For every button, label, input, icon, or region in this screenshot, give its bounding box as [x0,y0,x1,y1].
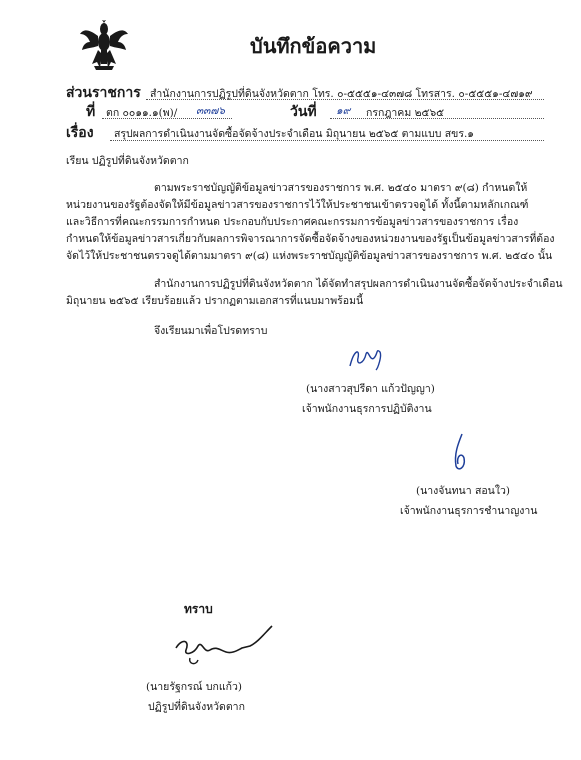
para1-line: หน่วยงานของรัฐต้องจัดให้มีข้อมูลข่าวสารของราชการไว้ให้ประชาชนเข้าตรวจดูได้ ทั้งนี้ตามหลักเกณฑ์ [66,199,529,211]
para1-line: ตามพระราชบัญญัติข้อมูลข่าวสารของราชการ พ.ศ. ๒๕๔๐ มาตรา ๙(๘) กำหนดให้ [154,182,528,194]
agency-dotted-line [146,99,544,100]
date-label: วันที่ [290,104,317,120]
para2-line: สำนักงานการปฏิรูปที่ดินจังหวัดตาก ได้จัดทำสรุปผลการดำเนินงานจัดซื้อจัดจ้างประจำเดือน [154,278,563,290]
subject-dotted-line [110,140,544,141]
date-month-year: กรกฎาคม ๒๕๖๕ [366,107,445,119]
ref-handwritten-number: ๓๓๗๖ [196,105,225,117]
signature-2-icon [446,432,472,474]
subject-label: เรื่อง [66,125,94,141]
signer-3-name: (นายรัฐกรณ์ บกแก้ว) [146,681,242,693]
date-day-handwritten: ๑๙ [336,105,351,117]
agency-label: ส่วนราชการ [66,85,141,101]
signer-1-title: เจ้าพนักงานธุรการปฏิบัติงาน [302,403,432,415]
salutation: เรียน ปฏิรูปที่ดินจังหวัดตาก [66,155,189,167]
para1-line: กำหนดให้ข้อมูลข่าวสารเกี่ยวกับผลการพิจารณาการจัดซื้อจัดจ้างของหน่วยงานของรัฐเป็นข้อมูลข่าวสารที่ต้อง [66,233,555,245]
para1-line: จัดไว้ให้ประชาชนตรวจดูได้ตามมาตรา ๙(๘) แห่งพระราชบัญญัติข้อมูลข่าวสารของราชการ พ.ศ. ๒๕๔๐ นั้น [66,250,553,262]
body-paragraph-2 [66,276,563,310]
para1-line: และวิธีการที่คณะกรรมการกำหนด ประกอบกับประกาศคณะกรรมการข้อมูลข่าวสารของราชการ เรื่อง [66,216,519,228]
para2-line: มิถุนายน ๒๕๖๕ เรียบร้อยแล้ว ปรากฏตามเอกสารที่แนบมาพร้อมนี้ [66,295,364,307]
ref-value: ตก ๐๐๑๑.๑(พ)/ [106,107,178,119]
acknowledge-label: ทราบ [184,602,213,616]
signer-1-name: (นางสาวสุปรีดา แก้วปัญญา) [306,383,435,395]
signature-3-icon [168,620,280,672]
agency-value: สำนักงานการปฏิรูปที่ดินจังหวัดตาก โทร. ๐-๕๕๕๑-๔๓๗๘ โทรสาร. ๐-๕๕๕๑-๔๗๑๙ [150,88,533,100]
subject-value: สรุปผลการดำเนินงานจัดซื้อจัดจ้างประจำเดือน มิถุนายน ๒๕๖๕ ตามแบบ สขร.๑ [114,128,474,140]
signature-1-icon [346,344,386,374]
ref-label: ที่ [86,104,96,120]
date-dotted-line [330,118,544,119]
signer-3-title: ปฏิรูปที่ดินจังหวัดตาก [148,701,245,713]
ref-dotted-line [102,118,232,119]
closing-line: จึงเรียนมาเพื่อโปรดทราบ [154,325,268,337]
signer-2-title: เจ้าพนักงานธุรการชำนาญงาน [400,505,538,517]
body-paragraph-1 [66,180,555,265]
memo-title: บันทึกข้อความ [250,34,377,58]
signer-2-name: (นางจันทนา สอนใว) [416,485,510,497]
garuda-emblem-icon [80,20,128,72]
